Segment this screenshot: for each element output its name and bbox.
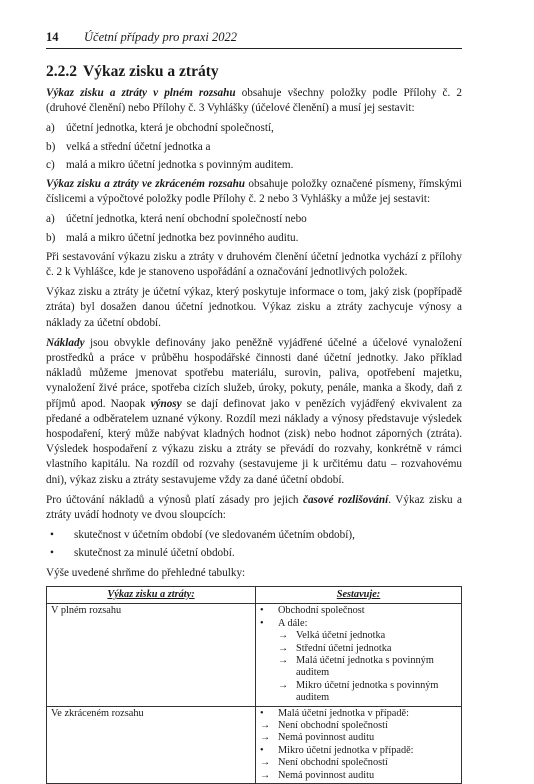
section-title: Výkaz zisku a ztráty	[83, 63, 219, 80]
bullet-list-columns	[46, 528, 462, 561]
cell-line	[260, 618, 457, 630]
paragraph-text: Pro účtování nákladů a výnosů platí zásady pro jejich	[46, 493, 303, 506]
list-item	[46, 121, 462, 136]
cell-line	[260, 720, 457, 732]
arrow-marker: →	[260, 719, 271, 731]
list-text: účetní jednotka, která není obchodní společností nebo	[66, 213, 307, 226]
arrow-marker: →	[260, 769, 271, 781]
paragraph-definition: Výkaz zisku a ztráty je účetní výkaz, který poskytuje informace o tom, jaký zisk (popřípadě ztráta) byl dosažen danou účetní jednotkou. Výkaz zisku a ztráty zachycuje výnosy a náklady za účetní období.	[46, 286, 462, 329]
paragraph-abridged-scope	[46, 177, 462, 207]
cell-text: Velká účetní jednotka	[296, 630, 386, 642]
cell-line	[260, 643, 457, 655]
paragraph-text: obsahuje všechny položky podle Přílohy č. 2 (druhové členění) nebo Přílohy č. 3 Vyhlášky (účelové členění) a musí jej sestavit:	[46, 87, 462, 115]
page-content	[46, 62, 462, 784]
page-number: 14	[46, 30, 59, 44]
table-row	[47, 706, 462, 783]
table-cell-content	[256, 706, 462, 783]
list-text: skutečnost za minulé účetní období.	[74, 547, 235, 560]
table-header-compiles: Sestavuje:	[256, 586, 462, 603]
list-abridged-scope	[46, 212, 462, 245]
bullet-marker: •	[50, 529, 54, 542]
paragraph-text: . Výkaz zisku a ztráty uvádí hodnoty ve dvou sloupcích:	[46, 493, 463, 522]
cell-line	[260, 655, 457, 680]
cell-line	[260, 708, 457, 720]
list-marker: b)	[46, 231, 56, 244]
cell-text: Nemá povinnost auditu	[278, 769, 375, 781]
list-text: skutečnost v účetním období (ve sledovaném účetním období),	[74, 529, 355, 542]
running-title: Účetní případy pro praxi 2022	[84, 30, 237, 44]
term-revenues: výnosy	[150, 397, 182, 410]
cell-text: Mikro účetní jednotka v případě:	[278, 744, 414, 756]
arrow-marker: →	[278, 630, 289, 642]
term-full-scope: Výkaz zisku a ztráty v plném rozsahu	[46, 87, 236, 99]
table-cell-label: Ve zkráceném rozsahu	[47, 706, 256, 783]
bullet-marker: •	[260, 744, 264, 756]
arrow-marker: →	[278, 642, 289, 654]
list-item	[46, 140, 462, 155]
cell-line	[260, 770, 457, 782]
bullet-marker: •	[50, 547, 54, 560]
list-item	[46, 528, 462, 543]
bullet-marker: •	[260, 617, 264, 629]
cell-text: Obchodní společnost	[278, 605, 365, 617]
cell-text: Nemá povinnost auditu	[278, 732, 375, 744]
cell-text: Mikro účetní jednotka s povinným auditem	[296, 679, 439, 704]
list-marker: a)	[46, 122, 55, 135]
cell-text: Střední účetní jednotka	[296, 642, 392, 654]
list-text: malá a mikro účetní jednotka bez povinného auditu.	[66, 231, 299, 244]
table-row	[47, 604, 462, 706]
cell-text: Není obchodní společností	[278, 757, 388, 769]
cell-line	[260, 732, 457, 744]
paragraph-text: obsahuje položky označené písmeny, římskými číslicemi a výpočtové položky podle Přílohy č. 2 nebo 3 Vyhlášky a může jej sestavit:	[46, 178, 462, 206]
arrow-marker: →	[278, 679, 289, 691]
list-item	[46, 231, 462, 246]
list-item	[46, 212, 462, 227]
cell-text: Není obchodní společností	[278, 719, 388, 731]
paragraph-costs-revenues	[46, 336, 462, 488]
table-header-report: Výkaz zisku a ztráty:	[47, 586, 256, 603]
list-text: malá a mikro účetní jednotka s povinným auditem.	[66, 158, 294, 171]
table-cell-label: V plném rozsahu	[47, 604, 256, 706]
cell-text: A dále:	[278, 617, 308, 629]
list-marker: a)	[46, 213, 55, 226]
cell-text: Malá účetní jednotka s povinným auditem	[296, 654, 434, 679]
table-cell-content	[256, 604, 462, 706]
section-heading	[46, 62, 462, 82]
paragraph-text: se dají definovat jako v penězích vyjádřený ekvivalent za předané a odběratelem uznané výkony. Rozdíl mezi náklady a výnosy představuje výsledek hospodaření, který může nabývat kladných hodnot (zisk) nebo hodnot záporných (ztráta). Výsledek hospodaření z výkazu zisku a ztráty se převádí do rozvahy, konkrétně v rámci vlastního kapitálu. Na rozdíl od rozvahy (sestavujeme ji k určitému datu – rozvahovému dni), výkaz zisku a ztráty sestavujeme vždy za dané účetní období.	[46, 397, 463, 486]
bullet-marker: •	[260, 707, 264, 719]
bullet-marker: •	[260, 605, 264, 617]
term-accrual: časové rozlišování	[302, 493, 389, 506]
paragraph-accrual	[46, 493, 462, 523]
list-text: účetní jednotka, která je obchodní společností,	[66, 122, 274, 135]
paragraph-compilation: Při sestavování výkazu zisku a ztráty v druhovém členění účetní jednotka vychází z přílohy č. 2 k Vyhlášce, kde je stanoveno uspořádání a označování jednotlivých položek.	[46, 250, 462, 279]
section-number: 2.2.2	[46, 63, 77, 80]
list-item	[46, 546, 462, 561]
arrow-marker: →	[278, 654, 289, 666]
paragraph-full-scope	[46, 86, 462, 116]
paragraph-text: jsou obvykle definovány jako peněžně vyjádřené účelné a účelové vynaložení prostředků a práce v průběhu hospodářské činnosti dané účetní jednotky. Jako příklad nákladů můžeme jmenovat spotřebu materiálu, surovin, paliva, opotřebení majetku, vynaložení živé práce, spotřeba cizích služeb, úroky, pokuty, penále, manka a škody, daň z příjmů apod. Naopak	[46, 336, 462, 410]
page-header	[46, 26, 462, 49]
list-text: velká a střední účetní jednotka a	[66, 140, 211, 153]
arrow-marker: →	[260, 732, 271, 744]
table-header-row	[47, 586, 462, 603]
term-abridged-scope: Výkaz zisku a ztráty ve zkráceném rozsahu	[46, 178, 246, 191]
cell-line	[260, 745, 457, 757]
list-item	[46, 158, 462, 173]
cell-line	[260, 605, 457, 617]
summary-table	[46, 586, 462, 784]
cell-line	[260, 630, 457, 642]
list-full-scope	[46, 121, 462, 173]
list-marker: b)	[46, 140, 56, 153]
term-costs: Náklady	[46, 336, 85, 349]
list-marker: c)	[46, 158, 55, 171]
arrow-marker: →	[260, 757, 271, 769]
paragraph-table-intro: Výše uvedené shrňme do přehledné tabulky:	[46, 566, 246, 579]
cell-text: Malá účetní jednotka v případě:	[278, 707, 409, 719]
cell-line	[260, 680, 457, 705]
